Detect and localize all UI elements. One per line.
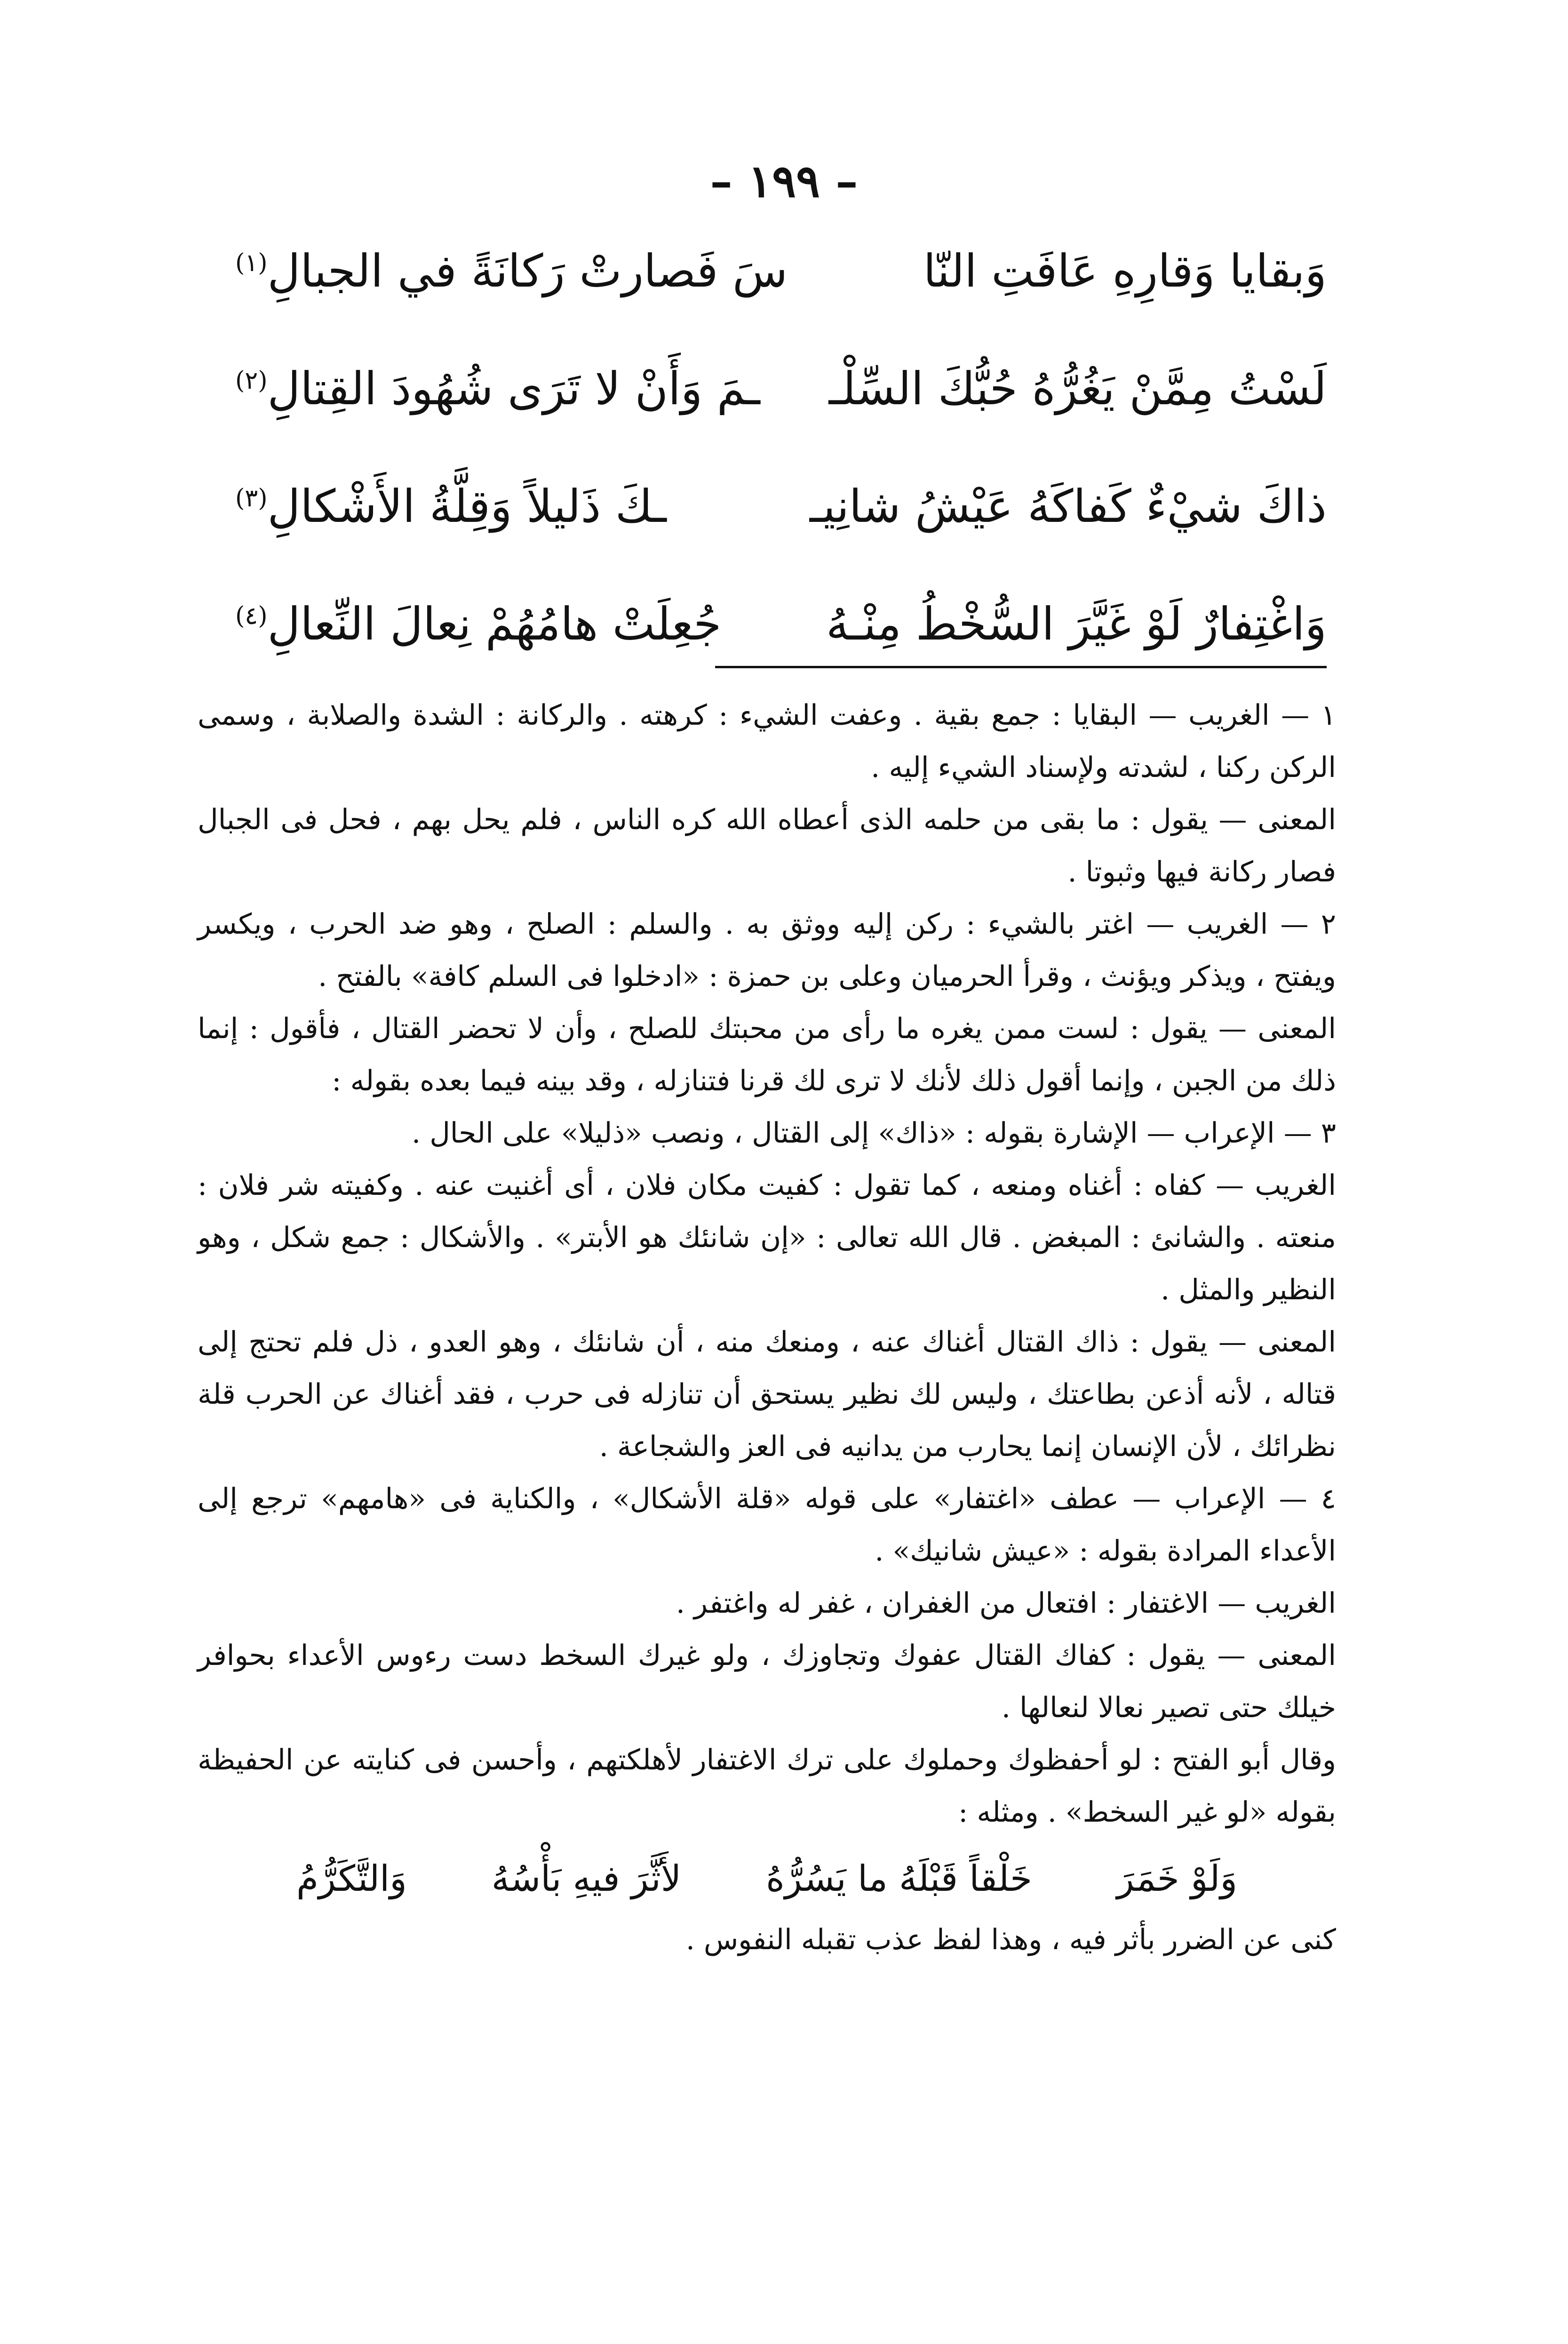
quoted-verse <box>254 1843 1280 1914</box>
commentary-paragraph: المعنى — يقول : ذاك القتال أغناك عنه ، ومنعك منه ، أن شانئك ، وهو العدو ، ذل فلم تحتج إلى قتاله ، لأنه أذعن بطاعتك ، وليس لك نظير يستحق أن تنازله فى حرب ، فقد أغناك عن الحرب قلة نظرائك ، لأن الإنسان إنما يحارب من يدانيه فى العز والشجاعة . <box>198 1326 1336 1463</box>
commentary-paragraph: المعنى — يقول : ما بقى من حلمه الذى أعطاه الله كره الناس ، فلم يحل بهم ، فحل فى الجبال فصار ركانة فيها وثبوتا . <box>198 803 1336 888</box>
verse-second-hemistich <box>235 245 788 297</box>
verse-first-hemistich: وَبقايا وَقارِهِ عَافَتِ النّا <box>923 245 1327 297</box>
verse-line <box>235 362 1327 480</box>
footnote-marker: (٤) <box>235 602 268 630</box>
footnote-marker: (١) <box>235 249 268 277</box>
verse-second-hemistich-text: ـكَ ذَليلاً وَقِلَّةُ الأَشْكالِ <box>267 480 667 533</box>
verse-block <box>235 245 1327 715</box>
verse-first-hemistich: وَاغْتِفارٌ لَوْ غَيَّرَ السُّخْطُ مِنْـهُ <box>826 598 1327 650</box>
commentary-paragraph: الغريب — كفاه : أغناه ومنعه ، كما تقول : كفيت مكان فلان ، أى أغنيت عنه . وكفيته شر فلان : منعته . والشانئ : المبغض . قال الله تعالى : «إن شانئك هو الأبتر» . والأشكال : جمع شكل ، وهو النظير والمثل . <box>198 1169 1336 1306</box>
verse-first-hemistich: لَسْتُ مِمَّنْ يَغُرُّهُ حُبُّكَ السِّلْـ <box>828 362 1327 415</box>
page-number: – ١٩٩ – <box>710 155 858 208</box>
commentary-paragraph: ٤ — الإعراب — عطف «اغتفار» على قوله «قلة الأشكال» ، والكناية فى «هامهم» ترجع إلى الأعداء المرادة بقوله : «عيش شانيك» . <box>198 1482 1336 1568</box>
commentary-paragraph: ٣ — الإعراب — الإشارة بقوله : «ذاك» إلى القتال ، ونصب «ذليلا» على الحال . <box>412 1117 1336 1150</box>
verse-line <box>235 245 1327 362</box>
verse-second-hemistich <box>235 362 760 415</box>
commentary-paragraph: وقال أبو الفتح : لو أحفظوك وحملوك على ترك الاغتفار لأهلكتهم ، وأحسن فى كنايته عن الحفيظة بقوله «لو غير السخط» . ومثله : <box>198 1744 1336 1829</box>
footnote-marker: (٣) <box>235 484 268 512</box>
commentary-paragraph: المعنى — يقول : كفاك القتال عفوك وتجاوزك ، ولو غيرك السخط دست رءوس الأعداء بحوافر خيلك حتى تصير نعالا لنعالها . <box>198 1639 1336 1724</box>
commentary-paragraph: الغريب — الاغتفار : افتعال من الغفران ، غفر له واغتفر . <box>676 1587 1336 1620</box>
verse-second-hemistich <box>235 480 667 533</box>
quoted-verse-segment: خَلْقاً قَبْلَهُ ما يَسُرُّهُ <box>766 1857 1033 1899</box>
quoted-verse-segment: وَالتَّكَرُّمُ <box>296 1857 407 1899</box>
quoted-verse-segment: وَلَوْ خَمَرَ <box>1116 1857 1238 1899</box>
commentary-paragraph: ١ — الغريب — البقايا : جمع بقية . وعفت الشيء : كرهته . والركانة : الشدة والصلابة ، وسمى الركن ركنا ، لشدته ولإسناد الشيء إليه . <box>198 699 1336 784</box>
quoted-verse-segment: لأَثَّرَ فيهِ بَأْسُهُ <box>491 1857 682 1899</box>
verse-line <box>235 480 1327 598</box>
verse-second-hemistich-text: جُعِلَتْ هامُهُمْ نِعالَ النِّعالِ <box>267 598 722 650</box>
footnote-divider <box>715 666 1327 668</box>
verse-first-hemistich: ذاكَ شيْءٌ كَفاكَهُ عَيْشُ شانِيـ <box>809 480 1327 533</box>
verse-second-hemistich-text: ـمَ وَأَنْ لا تَرَى شُهُودَ القِتالِ <box>267 362 760 415</box>
verse-second-hemistich-text: سَ فَصارتْ رَكانَةً في الجبالِ <box>267 245 788 297</box>
closing-line: كنى عن الضرر بأثر فيه ، وهذا لفظ عذب تقبله النفوس . <box>685 1923 1336 1956</box>
commentary-paragraph: المعنى — يقول : لست ممن يغره ما رأى من محبتك للصلح ، وأن لا تحضر القتال ، فأقول : إنما ذلك من الجبن ، وإنما أقول ذلك لأنك لا ترى لك قرنا فتنازله ، وقد بينه فيما بعده بقوله : <box>198 1012 1336 1097</box>
verse-second-hemistich <box>235 598 721 650</box>
commentary-block <box>198 689 1336 1966</box>
commentary-paragraph: ٢ — الغريب — اغتر بالشيء : ركن إليه ووثق به . والسلم : الصلح ، وهو ضد الحرب ، ويكسر ويفتح ، ويذكر ويؤنث ، وقرأ الحرميان وعلى بن حمزة : «ادخلوا فى السلم كافة» بالفتح . <box>198 908 1336 993</box>
footnote-marker: (٢) <box>235 367 268 395</box>
